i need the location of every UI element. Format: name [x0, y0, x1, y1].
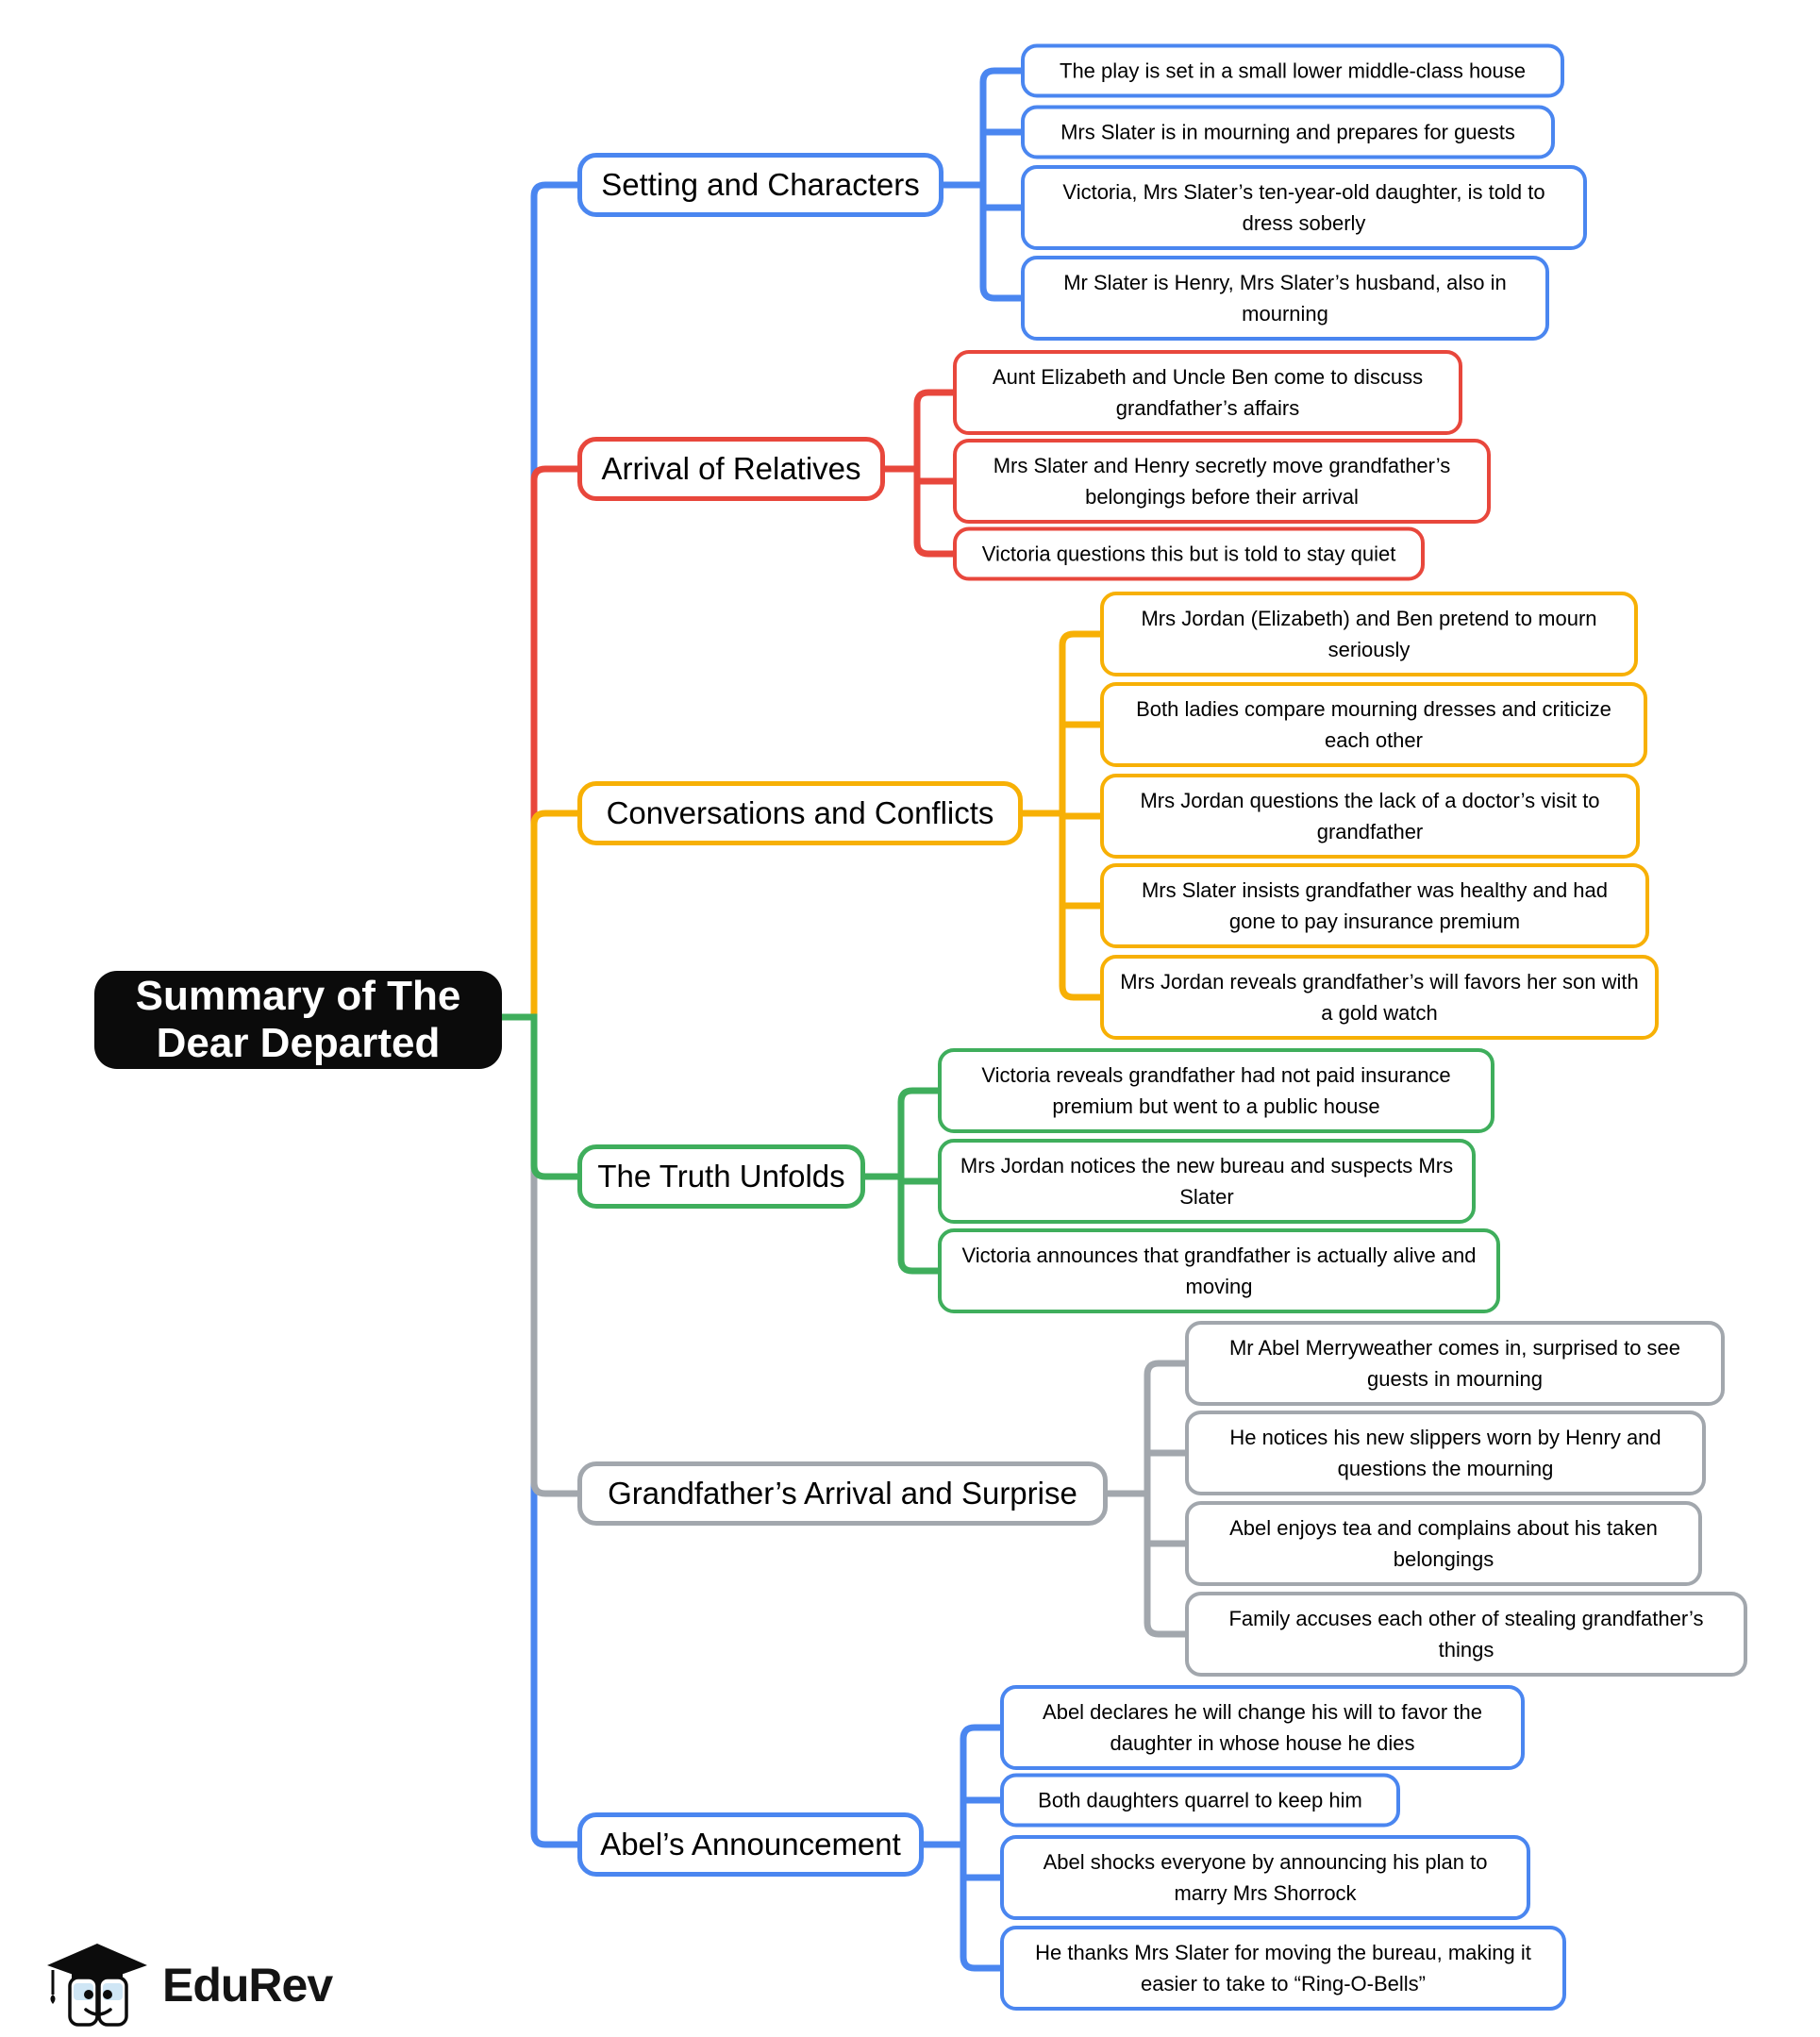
leaf-node: Mrs Slater and Henry secretly move grandfather’s belongings before their arrival [953, 439, 1491, 524]
trunk-connector-grandfather [502, 1017, 577, 1494]
branch-node-setting-and-characters: Setting and Characters [577, 153, 943, 217]
leaf-node: Victoria, Mrs Slater’s ten-year-old daughter, is told to dress soberly [1021, 165, 1587, 250]
edurev-logo [45, 1942, 332, 2029]
leaf-node: Victoria announces that grandfather is actually alive and moving [938, 1228, 1500, 1313]
edurev-mascot-icon [45, 1942, 149, 2029]
leaf-node: Mrs Jordan notices the new bureau and suspects Mrs Slater [938, 1139, 1476, 1224]
leaf-connector-abel [924, 1728, 1000, 1968]
leaf-node: Family accuses each other of stealing grandfather’s things [1185, 1592, 1747, 1677]
leaf-node: Mr Slater is Henry, Mrs Slater’s husband, also in mourning [1021, 256, 1549, 341]
leaf-node: Abel declares he will change his will to favor the daughter in whose house he dies [1000, 1685, 1525, 1770]
trunk-connector-setting [502, 185, 577, 1017]
leaf-node: He notices his new slippers worn by Henry and questions the mourning [1185, 1411, 1706, 1495]
leaf-node: He thanks Mrs Slater for moving the bureau, making it easier to take to “Ring-O-Bells” [1000, 1926, 1566, 2011]
leaf-node: Mr Abel Merryweather comes in, surprised to see guests in mourning [1185, 1321, 1725, 1406]
leaf-node: Both ladies compare mourning dresses and criticize each other [1100, 682, 1647, 767]
leaf-node: Mrs Jordan questions the lack of a doctor’s visit to grandfather [1100, 774, 1640, 859]
leaf-node: Victoria questions this but is told to stay quiet [953, 527, 1425, 581]
leaf-node: Abel shocks everyone by announcing his plan to marry Mrs Shorrock [1000, 1835, 1530, 1920]
leaf-node: Mrs Slater insists grandfather was healthy and had gone to pay insurance premium [1100, 863, 1649, 948]
leaf-connector-arrival [885, 392, 953, 554]
leaf-node: Victoria reveals grandfather had not paid insurance premium but went to a public house [938, 1048, 1494, 1133]
branch-node-abels-announcement: Abel’s Announcement [577, 1812, 924, 1877]
branch-node-grandfathers-arrival: Grandfather’s Arrival and Surprise [577, 1461, 1108, 1526]
trunk-connector-arrival [502, 469, 577, 1017]
root-node: Summary of The Dear Departed [94, 971, 502, 1069]
branch-node-arrival-of-relatives: Arrival of Relatives [577, 437, 885, 501]
leaf-node: Both daughters quarrel to keep him [1000, 1774, 1400, 1828]
trunk-connector-conversations [502, 813, 577, 1017]
leaf-node: Mrs Jordan (Elizabeth) and Ben pretend to mourn seriously [1100, 592, 1638, 676]
leaf-node: Abel enjoys tea and complains about his taken belongings [1185, 1501, 1702, 1586]
leaf-node: Mrs Slater is in mourning and prepares for guests [1021, 106, 1555, 159]
trunk-connector-truth [502, 1017, 577, 1177]
leaf-node: The play is set in a small lower middle-class house [1021, 44, 1564, 98]
leaf-connector-truth [865, 1091, 938, 1271]
leaf-node: Aunt Elizabeth and Uncle Ben come to discuss grandfather’s affairs [953, 350, 1462, 435]
leaf-node: Mrs Jordan reveals grandfather’s will favors her son with a gold watch [1100, 955, 1659, 1040]
branch-node-the-truth-unfolds: The Truth Unfolds [577, 1144, 865, 1209]
leaf-connector-grandfather [1108, 1363, 1185, 1634]
branch-node-conversations-conflicts: Conversations and Conflicts [577, 781, 1023, 845]
edurev-brand-text: EduRev [162, 1959, 333, 2012]
trunk-connector-abel [502, 1017, 577, 1845]
leaf-connector-conversations [1023, 634, 1100, 997]
leaf-connector-setting [943, 71, 1021, 298]
